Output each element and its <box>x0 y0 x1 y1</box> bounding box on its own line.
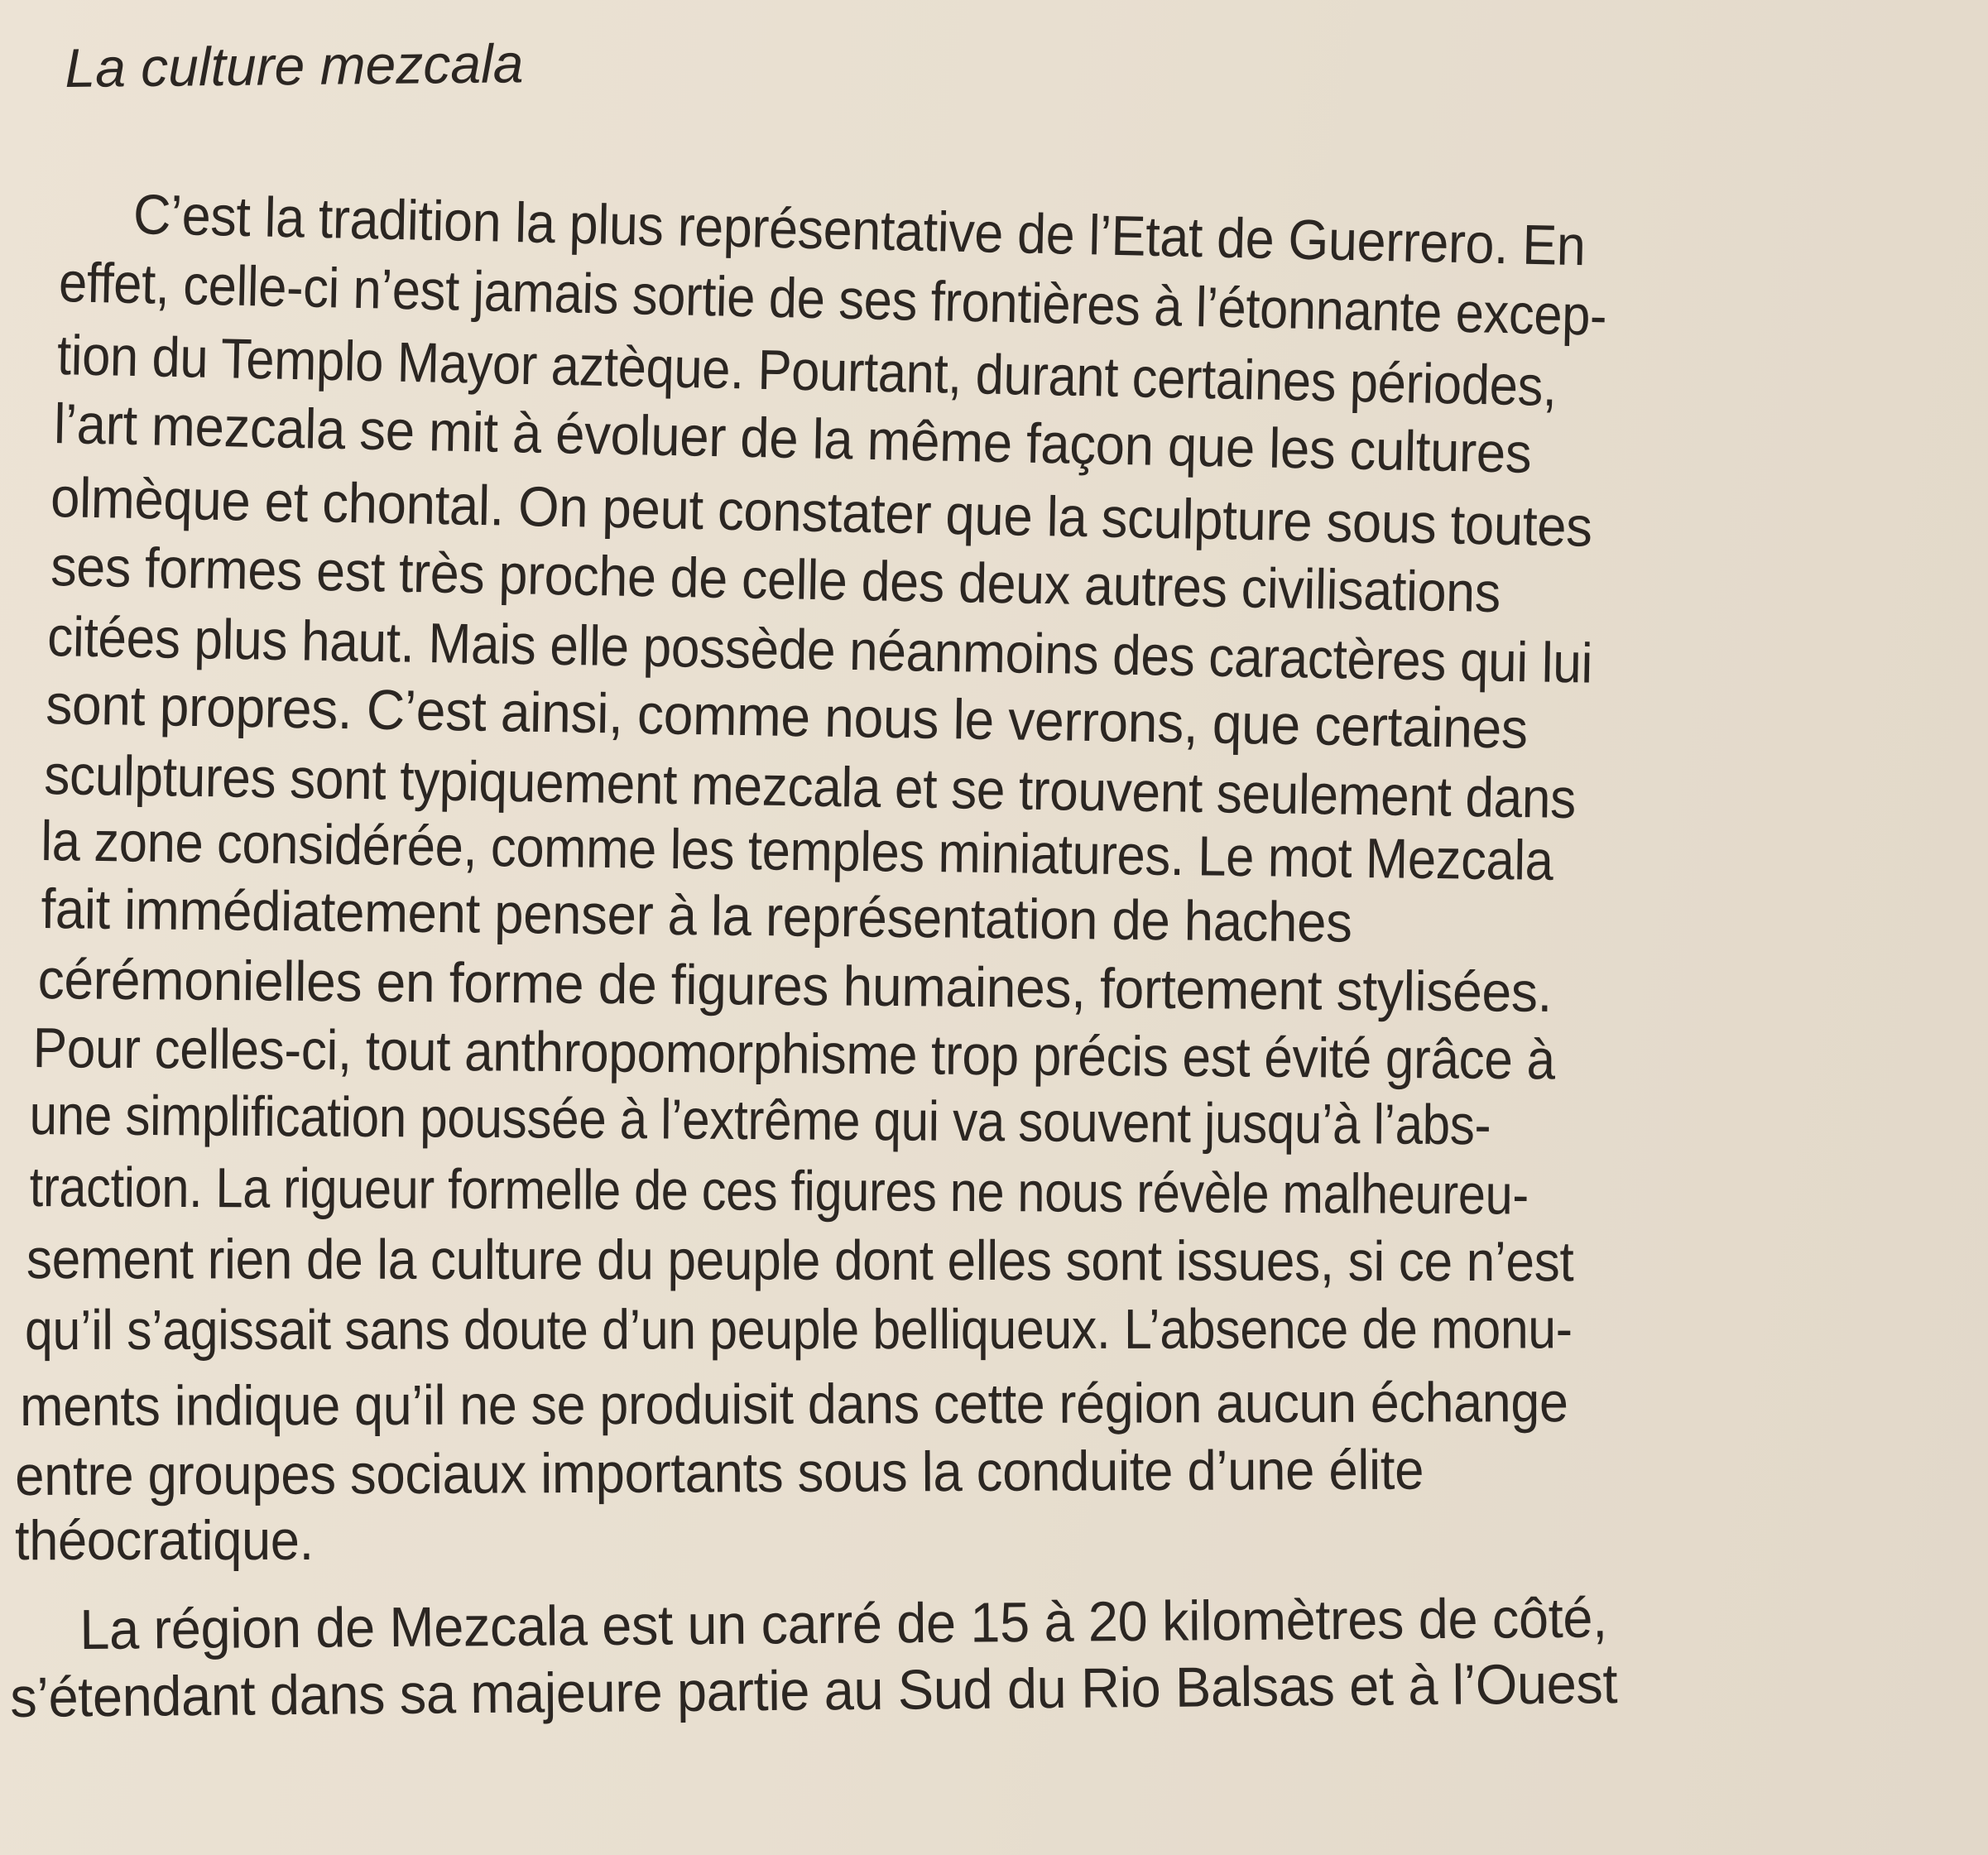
text-line: olmèque et chontal. On peut constater que la sculpture sous toutes <box>50 465 1593 559</box>
text-line: fait immédiatement penser à la représentation de haches <box>41 877 1352 954</box>
text-line: entre groupes sociaux importants sous la conduite d’une élite <box>15 1438 1424 1507</box>
text-line: ses formes est très proche de celle des deux autres civilisations <box>50 534 1501 625</box>
text-line: La région de Mezcala est un carré de 15 à 20 kilomètres de côté, <box>79 1586 1608 1661</box>
text-line: une simplification poussée à l’extrême qui va souvent jusqu’à l’abs- <box>29 1083 1491 1157</box>
text-line: tion du Templo Mayor aztèque. Pourtant, durant certaines périodes, <box>56 323 1558 418</box>
text-line: traction. La rigueur formelle de ces figures ne nous révèle malheureu- <box>29 1156 1529 1227</box>
text-line: Pour celles-ci, tout anthropomorphisme trop précis est évité grâce à <box>32 1016 1556 1092</box>
text-line: l’art mezcala se mit à évoluer de la même façon que les cultures <box>53 392 1532 485</box>
text-line: citées plus haut. Mais elle possède néanmoins des caractères qui lui <box>46 604 1593 695</box>
text-line: sont propres. C’est ainsi, comme nous le verrons, que certaines <box>45 672 1529 761</box>
text-line: effet, celle-ci n’est jamais sortie de ses frontières à l’étonnante excep- <box>58 250 1608 348</box>
text-line: C’est la tradition la plus représentative de l’Etat de Guerrero. En <box>132 182 1587 278</box>
text-line: théocratique. <box>15 1509 314 1572</box>
text-line: ments indique qu’il ne se produisit dans cette région aucun échange <box>20 1371 1568 1438</box>
text-line: qu’il s’agissait sans doute d’un peuple belliqueux. L’absence de monu- <box>25 1297 1573 1362</box>
text-line: la zone considérée, comme les temples miniatures. Le mot Mezcala <box>40 809 1554 892</box>
text-line: sement rien de la culture du peuple dont elles sont issues, si ce n’est <box>26 1228 1574 1294</box>
text-line: sculptures sont typiquement mezcala et se trouvent seulement dans <box>43 742 1577 831</box>
text-line: cérémonielles en forme de figures humaines, fortement stylisées. <box>37 947 1553 1024</box>
section-heading: La culture mezcala <box>65 32 524 99</box>
text-line: s’étendant dans sa majeure partie au Sud du Rio Balsas et à l’Ouest <box>10 1652 1618 1729</box>
